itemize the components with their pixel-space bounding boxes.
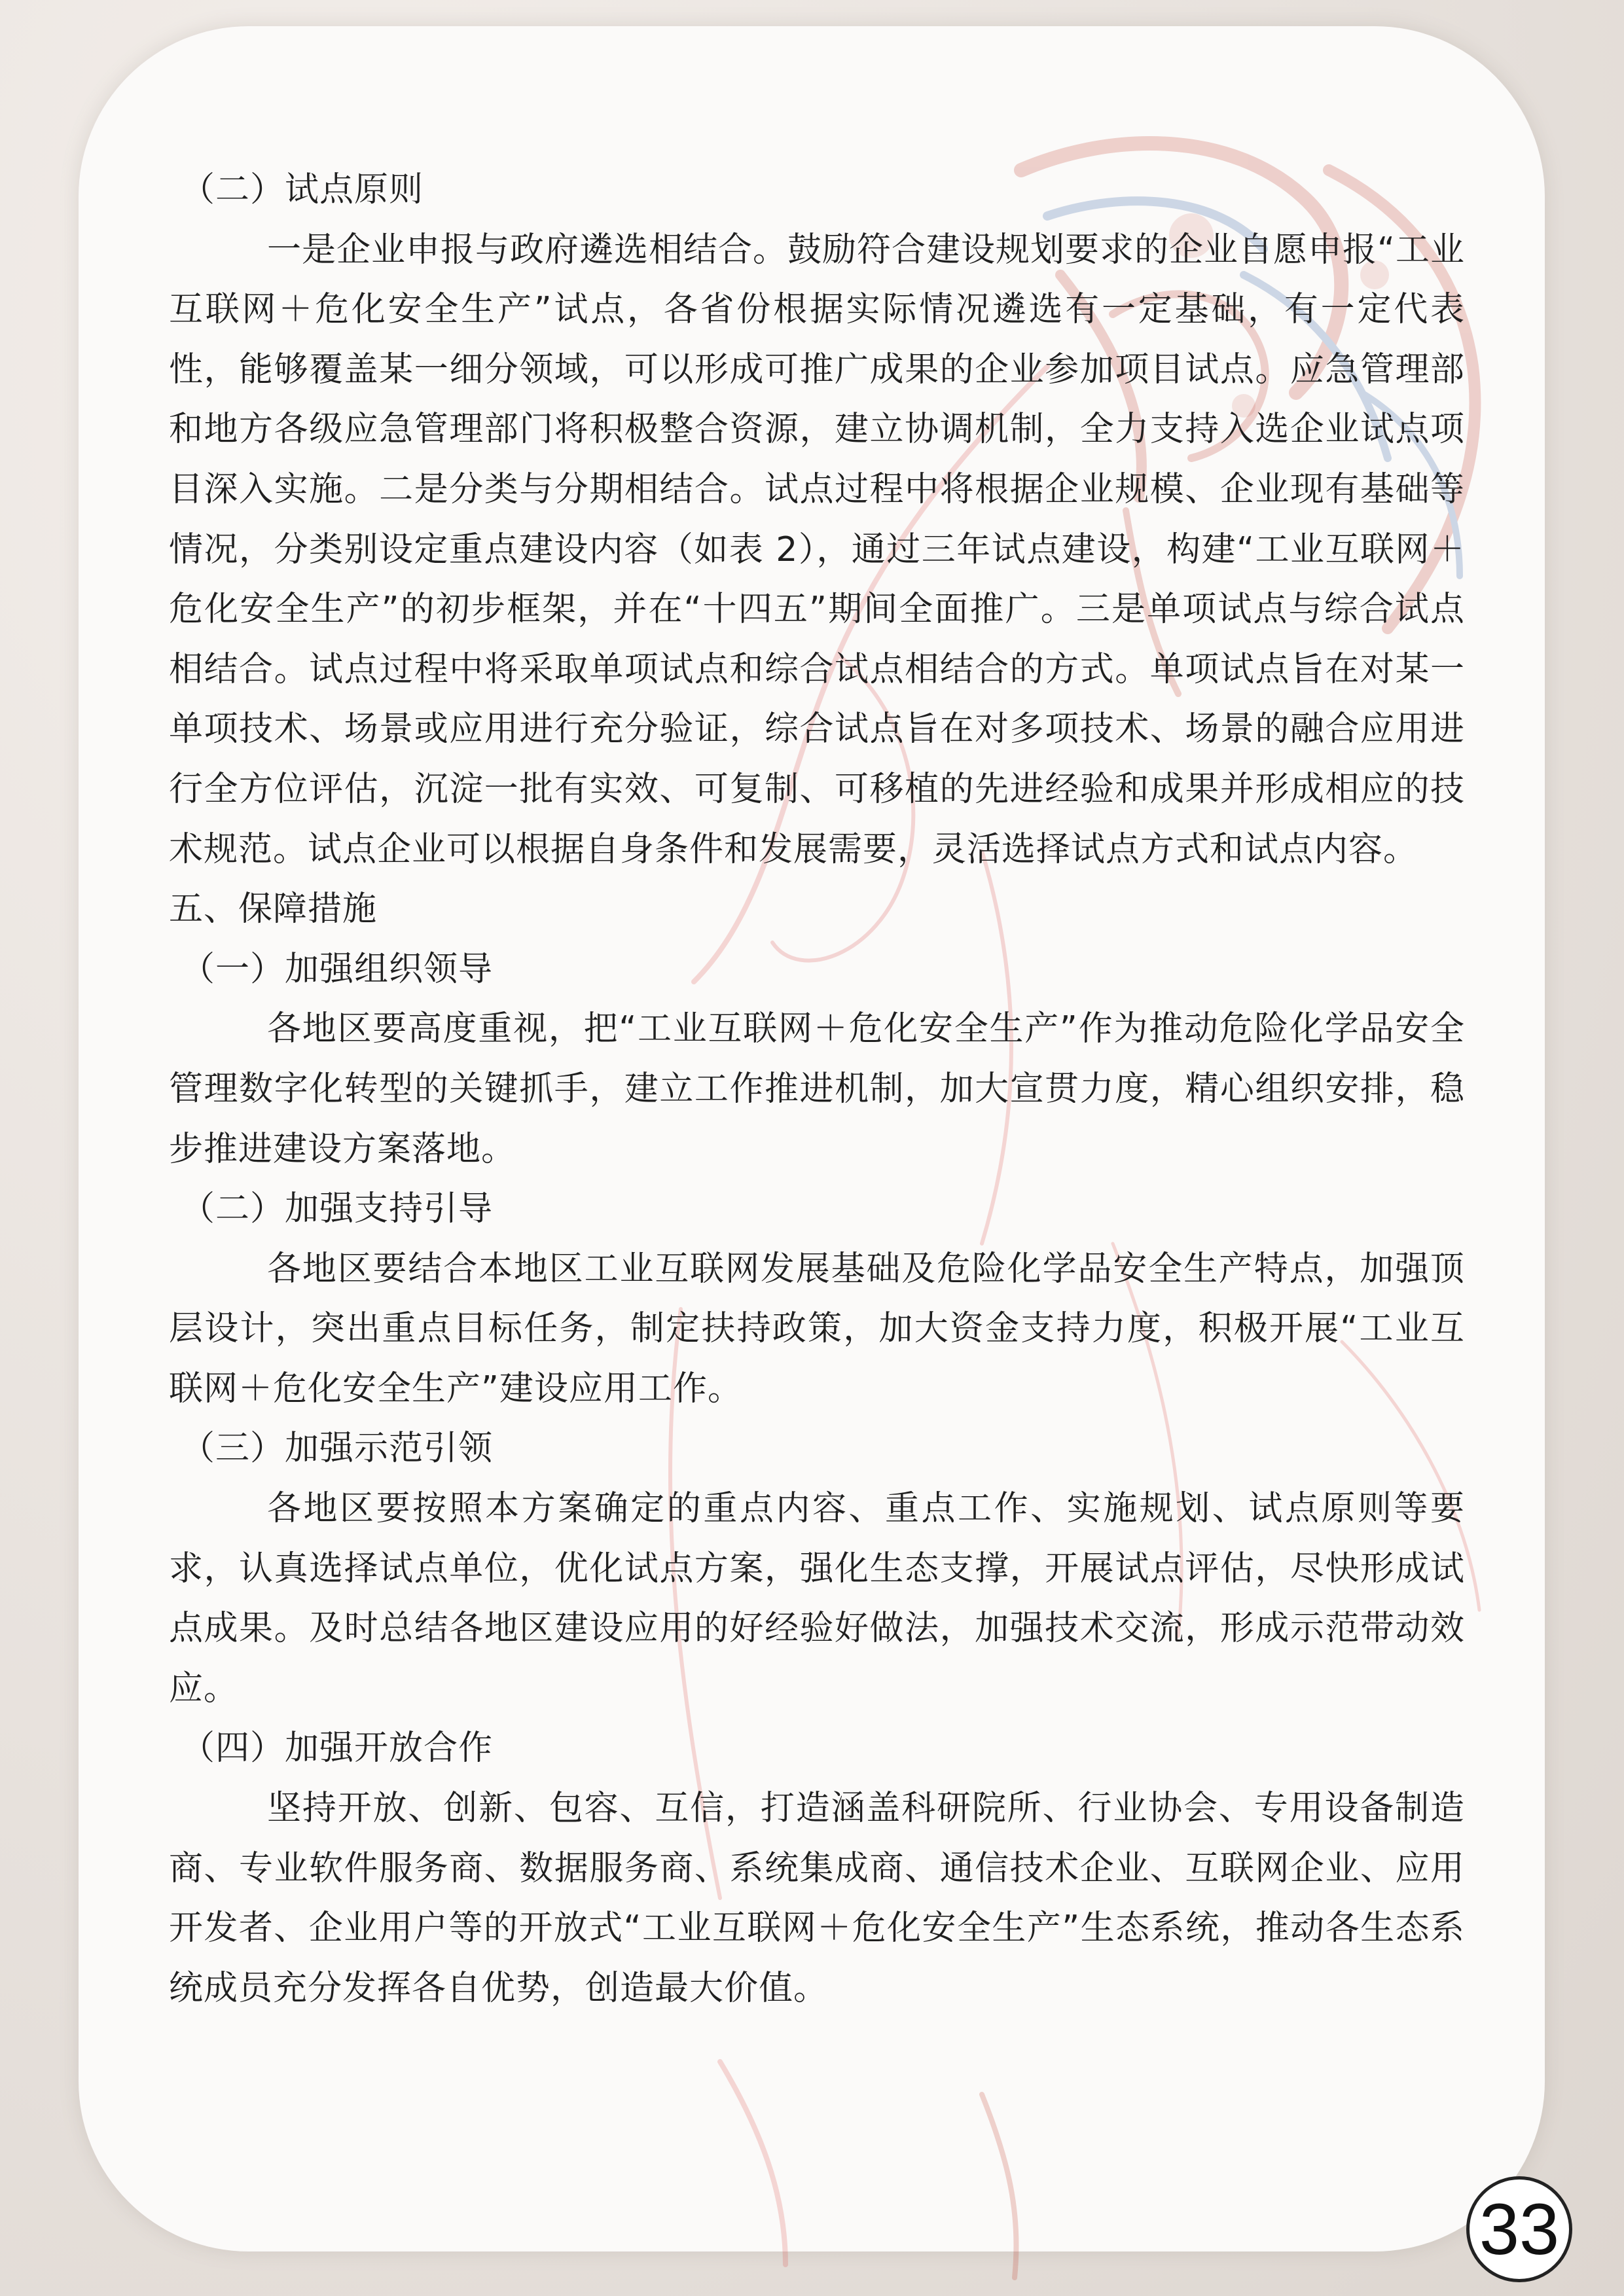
section-heading-organization: （一）加强组织领导: [181, 949, 494, 989]
paragraph-organization: 各地区要高度重视，把“工业互联网＋危化安全生产”作为推动危险化学品安全管理数字化转型的关键抓手，建立工作推进机制，加大宣贯力度，精心组织安排，稳步推进建设方案落地。: [169, 1009, 1465, 1169]
section-heading-support: （二）加强支持引导: [181, 1189, 494, 1229]
document-body: [169, 160, 1465, 2018]
section-heading-pilot-principles: （二）试点原则: [181, 170, 424, 209]
paragraph-pilot-principles: 一是企业申报与政府遴选相结合。鼓励符合建设规划要求的企业自愿申报“工业互联网＋危化安全生产”试点，各省份根据实际情况遴选有一定基础，有一定代表性，能够覆盖某一细分领域，可以形成可推广成果的企业参加项目试点。应急管理部和地方各级应急管理部门将积极整合资源，建立协调机制，全力支持入选企业试点项目深入实施。二是分类与分期相结合。试点过程中将根据企业规模、企业现有基础等情况，分类别设定重点建设内容（如表 2），通过三年试点建设，构建“工业互联网＋危化安全生产”的初步框架，并在“十四五”期间全面推广。三是单项试点与综合试点相结合。试点过程中将采取单项试点和综合试点相结合的方式。单项试点旨在对某一单项技术、场景或应用进行充分验证，综合试点旨在对多项技术、场景的融合应用进行全方位评估，沉淀一批有实效、可复制、可移植的先进经验和成果并形成相应的技术规范。试点企业可以根据自身条件和发展需要，灵活选择试点方式和试点内容。: [169, 230, 1465, 869]
paragraph-demonstration: 各地区要按照本方案确定的重点内容、重点工作、实施规划、试点原则等要求，认真选择试点单位，优化试点方案，强化生态支撑，开展试点评估，尽快形成试点成果。及时总结各地区建设应用的好经验好做法，加强技术交流，形成示范带动效应。: [169, 1489, 1465, 1708]
section-heading-safeguards: 五、保障措施: [169, 889, 378, 929]
paragraph-support: 各地区要结合本地区工业互联网发展基础及危险化学品安全生产特点，加强顶层设计，突出重点目标任务，制定扶持政策，加大资金支持力度，积极开展“工业互联网＋危化安全生产”建设应用工作。: [169, 1249, 1465, 1408]
section-heading-cooperation: （四）加强开放合作: [181, 1729, 494, 1768]
paragraph-cooperation: 坚持开放、创新、包容、互信，打造涵盖科研院所、行业协会、专用设备制造商、专业软件服务商、数据服务商、系统集成商、通信技术企业、互联网企业、应用开发者、企业用户等的开放式“工业互联网＋危化安全生产”生态系统，推动各生态系统成员充分发挥各自优势，创造最大价值。: [169, 1789, 1465, 2008]
page-number: 33: [1466, 2176, 1572, 2282]
section-heading-demonstration: （三）加强示范引领: [181, 1429, 494, 1469]
